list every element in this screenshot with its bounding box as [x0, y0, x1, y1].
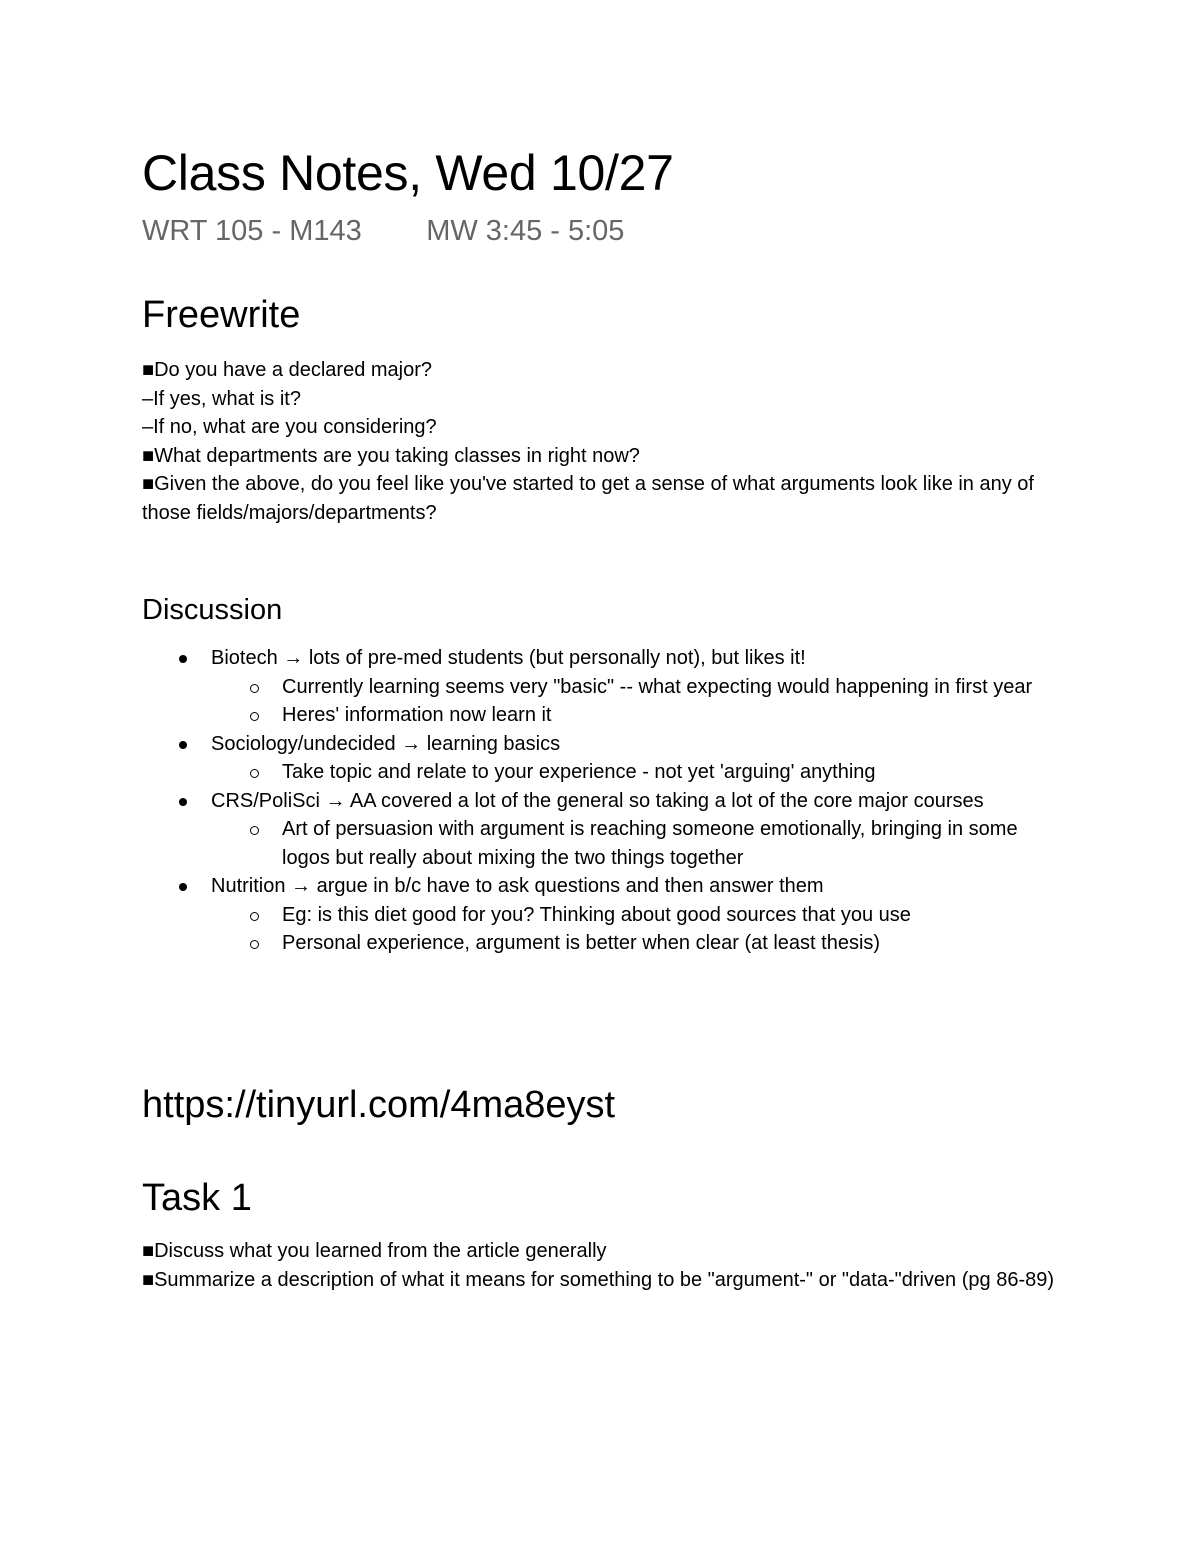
- discussion-item-text: CRS/PoliSci → AA covered a lot of the general so taking a lot of the core major courses: [211, 789, 984, 812]
- bullet-disc-icon: [179, 741, 187, 749]
- discussion-subitem-text: Personal experience, argument is better when clear (at least thesis): [282, 932, 881, 954]
- bullet-circle-icon: [250, 684, 259, 693]
- discussion-item: [142, 644, 1062, 673]
- freewrite-line: ■What departments are you taking classes in right now?: [142, 444, 640, 467]
- discussion-subitem: [142, 758, 1062, 787]
- discussion-list: [142, 644, 1062, 958]
- bullet-circle-icon: [250, 912, 259, 921]
- discussion-subitem: [142, 901, 1062, 930]
- discussion-item: [142, 787, 1062, 816]
- discussion-heading: Discussion: [142, 594, 283, 626]
- freewrite-line: –If yes, what is it?: [142, 387, 301, 410]
- discussion-subitem-text: Eg: is this diet good for you? Thinking about good sources that you use: [282, 903, 911, 926]
- discussion-subitem: [142, 929, 1062, 958]
- discussion-subitem-text: Heres' information now learn it: [282, 704, 552, 726]
- task1-line: ■Summarize a description of what it means for something to be "argument-" or "data-"driven (pg 86-89): [142, 1268, 1055, 1291]
- bullet-circle-icon: [250, 769, 259, 778]
- task1-heading: Task 1: [142, 1177, 252, 1219]
- bullet-circle-icon: [250, 712, 259, 721]
- discussion-subitem: [142, 673, 1062, 702]
- discussion-subitem-text: Art of persuasion with argument is reaching someone emotionally, bringing in some logos but really about mixing the two things together: [282, 818, 1018, 869]
- discussion-subitem-text: Take topic and relate to your experience - not yet 'arguing' anything: [282, 761, 876, 783]
- bullet-circle-icon: [250, 940, 259, 949]
- discussion-item-text: Biotech → lots of pre-med students (but personally not), but likes it!: [211, 647, 806, 669]
- freewrite-line: ■Do you have a declared major?: [142, 359, 433, 381]
- discussion-item: [142, 730, 1062, 759]
- freewrite-line: –If no, what are you considering?: [142, 416, 437, 438]
- page-subtitle: WRT 105 - M143 MW 3:45 - 5:05: [142, 215, 625, 247]
- article-link[interactable]: https://tinyurl.com/4ma8eyst: [142, 1084, 616, 1126]
- page-title: Class Notes, Wed 10/27: [142, 145, 674, 201]
- freewrite-prompts: [142, 356, 1062, 527]
- discussion-subitem: [142, 815, 1062, 872]
- discussion-item-text: Nutrition → argue in b/c have to ask questions and then answer them: [211, 875, 824, 897]
- discussion-item: [142, 872, 1062, 901]
- discussion-subitem: [142, 701, 1062, 730]
- discussion-item-text: Sociology/undecided → learning basics: [211, 732, 561, 755]
- bullet-disc-icon: [179, 655, 187, 663]
- bullet-disc-icon: [179, 798, 187, 806]
- discussion-subitem-text: Currently learning seems very "basic" -- what expecting would happening in first year: [282, 675, 1033, 698]
- task1-prompts: [142, 1237, 1062, 1294]
- freewrite-line: ■Given the above, do you feel like you've started to get a sense of what arguments look like in any of those fields/majors/departments?: [142, 473, 1034, 524]
- bullet-disc-icon: [179, 883, 187, 891]
- freewrite-heading: Freewrite: [142, 294, 301, 336]
- task1-line: ■Discuss what you learned from the article generally: [142, 1240, 607, 1262]
- bullet-circle-icon: [250, 826, 259, 835]
